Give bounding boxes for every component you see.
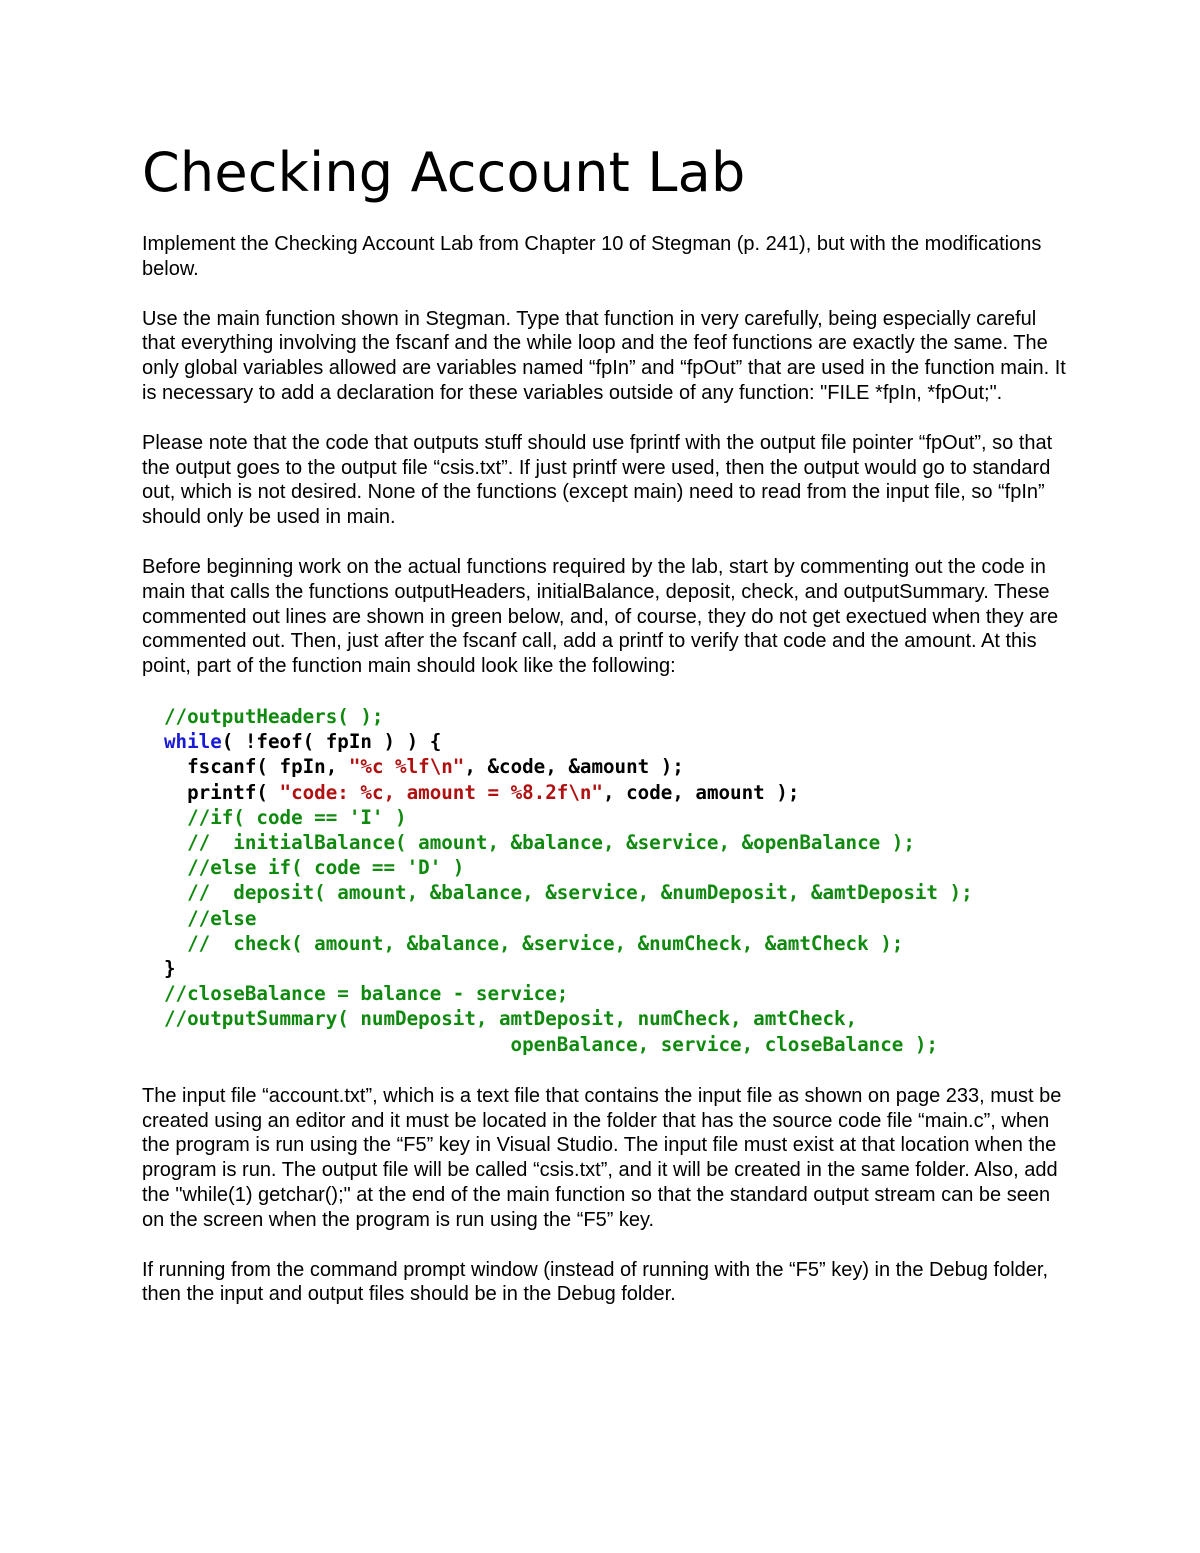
paragraph-fprintf-note: Please note that the code that outputs stuff should use fprintf with the output file pointer “fpOut”, so that the output goes to the output file “csis.txt”. If just printf were used, then the output would go to standard out, which is not desired. None of the functions (except main) need to read from the input file, so “fpIn” should only be used in main. (142, 431, 1053, 529)
code-token-comment: //else if( code == 'D' ) (164, 856, 465, 880)
paragraph-command-prompt: If running from the command prompt window (instead of running with the “F5” key) in the Debug folder, then the input and output files should be in the Debug folder. (142, 1258, 1049, 1306)
code-line (164, 754, 1072, 779)
code-line (164, 956, 1072, 981)
code-line (164, 931, 1072, 956)
document-page (142, 140, 1072, 1332)
code-token-comment: // check( amount, &balance, &service, &numCheck, &amtCheck ); (164, 931, 904, 955)
code-token-comment: //outputSummary( numDeposit, amtDeposit, numCheck, amtCheck, (164, 1007, 858, 1031)
code-token-comment: //outputHeaders( ); (164, 704, 384, 728)
paragraph-input-file: The input file “account.txt”, which is a text file that contains the input file as shown on page 233, must be created using an editor and it must be located in the folder that has the source code file “main.c”, when the program is run using the “F5” key in Visual Studio. The input file must exist at that location when the program is run. The output file will be called “csis.txt”, and it will be created in the same folder. Also, add the "while(1) getchar();" at the end of the main function so that the standard output stream can be seen on the screen when the program is run using the “F5” key. (142, 1084, 1062, 1231)
code-line (164, 855, 1072, 880)
code-token-plain: , code, amount ); (602, 780, 800, 804)
code-line (164, 1032, 1072, 1057)
paragraph-commenting-out: Before beginning work on the actual functions required by the lab, start by commenting out the code in main that calls the functions outputHeaders, initialBalance, deposit, check, and outputSummary. These commented out lines are shown in green below, and, of course, they do not get exectued when they are commented out. Then, just after the fscanf call, add a printf to verify that code and the amount. At this point, part of the function main should look like the following: (142, 555, 1059, 678)
paragraph-intro: Implement the Checking Account Lab from Chapter 10 of Stegman (p. 241), but with the modifications below. (142, 233, 1042, 280)
code-line (164, 981, 1072, 1006)
code-line (164, 906, 1072, 931)
code-token-plain: printf( (164, 780, 280, 804)
code-token-plain: fscanf( fpIn, (164, 755, 349, 779)
code-line (164, 729, 1072, 754)
code-token-plain: , &code, &amount ); (464, 755, 684, 779)
code-line (164, 805, 1072, 830)
code-listing (164, 704, 1072, 1057)
paragraph-main-function: Use the main function shown in Stegman. Type that function in very carefully, being especially careful that everything involving the fscanf and the while loop and the feof functions are exactly the same. The only global variables allowed are variables named “fpIn” and “fpOut” that are used in the function main. It is necessary to add a declaration for these variables outside of any function: "FILE *fpIn, *fpOut;". (142, 307, 1066, 404)
code-line (164, 880, 1072, 905)
code-token-comment: // initialBalance( amount, &balance, &service, &openBalance ); (164, 830, 915, 854)
code-token-plain: } (164, 956, 176, 980)
code-token-string: "code: %c, amount = %8.2f\n" (279, 780, 603, 804)
code-line (164, 704, 1072, 729)
code-token-comment: //if( code == 'I' ) (164, 805, 407, 829)
code-token-comment: //closeBalance = balance - service; (164, 982, 569, 1006)
code-token-plain: ( !feof( fpIn ) ) { (221, 730, 442, 754)
code-token-comment: // deposit( amount, &balance, &service, &numDeposit, &amtDeposit ); (164, 881, 973, 905)
code-token-comment: openBalance, service, closeBalance ); (164, 1032, 938, 1056)
code-line (164, 780, 1072, 805)
code-token-comment: //else (164, 906, 257, 930)
code-line (164, 1006, 1072, 1031)
code-line (164, 830, 1072, 855)
code-token-keyword: while (164, 730, 222, 754)
code-token-string: "%c %lf\n" (348, 755, 465, 779)
document-title: Checking Account Lab (142, 141, 746, 204)
